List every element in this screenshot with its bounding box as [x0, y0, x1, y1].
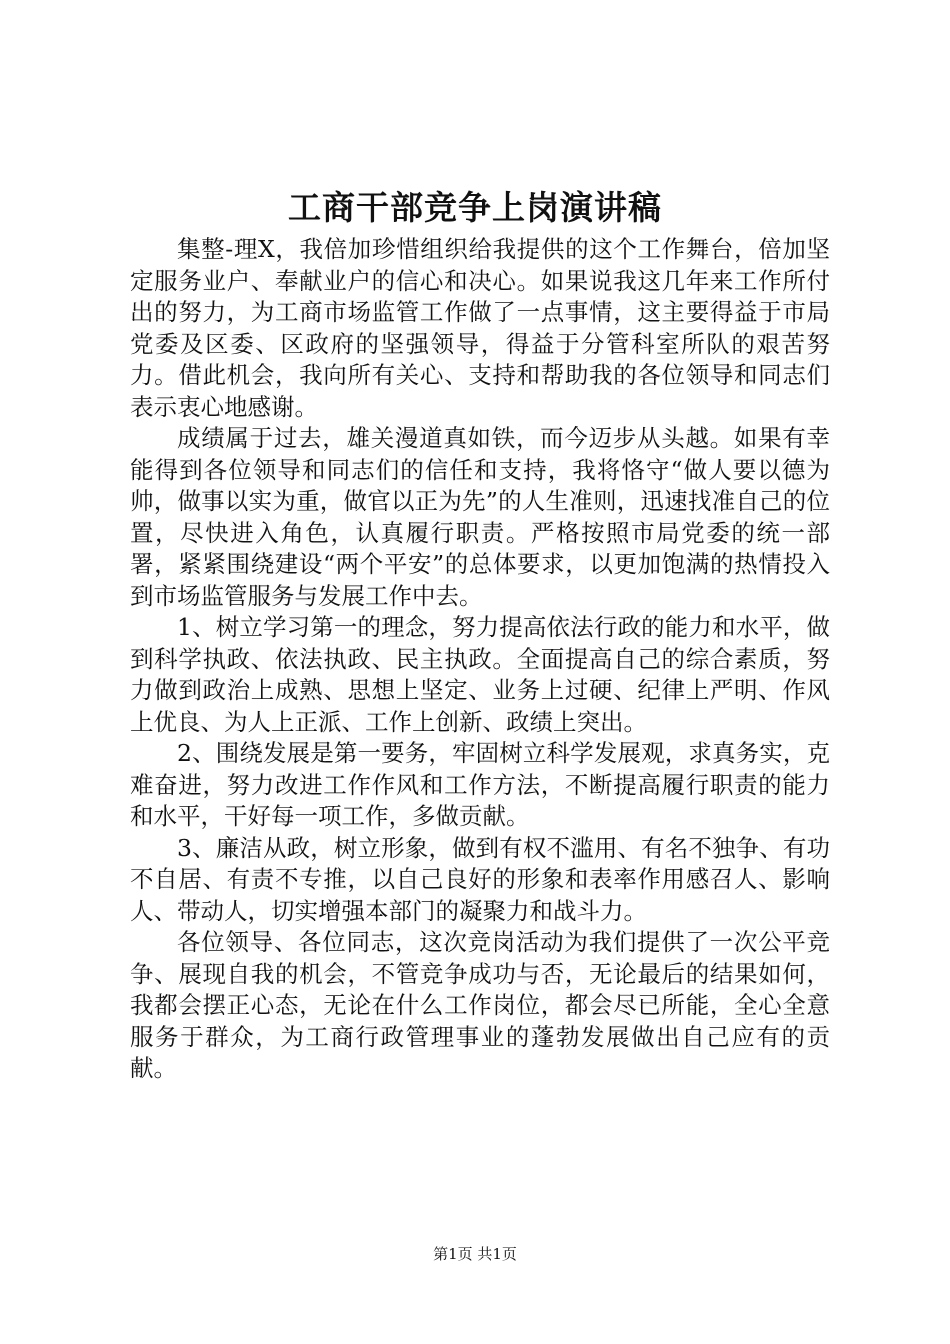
paragraph-5: 3、廉洁从政，树立形象，做到有权不滥用、有名不独争、有功不自居、有责不专推，以自己良好的形象和表率作用感召人、影响人、带动人，切实增强本部门的凝聚力和战斗力。	[130, 833, 830, 925]
document-title: 工商干部竞争上岗演讲稿	[288, 188, 662, 227]
paragraph-4: 2、围绕发展是第一要务，牢固树立科学发展观，求真务实，克难奋进，努力改进工作作风和工作方法，不断提高履行职责的能力和水平，干好每一项工作，多做贡献。	[130, 739, 830, 830]
paragraph-2: 成绩属于过去，雄关漫道真如铁，而今迈步从头越。如果有幸能得到各位领导和同志们的信任和支持，我将恪守“做人要以德为帅，做事以实为重，做官以正为先”的人生准则，迅速找准自己的位置，尽快进入角色，认真履行职责。严格按照市局党委的统一部署，紧紧围绕建设“两个平安”的总体要求，以更加饱满的热情投入到市场监管服务与发展工作中去。	[130, 424, 830, 610]
document-body	[130, 234, 830, 1085]
page-number-footer: 第1页 共1页	[433, 1245, 517, 1263]
paragraph-1: 集整-理X，我倍加珍惜组织给我提供的这个工作舞台，倍加坚定服务业户、奉献业户的信心和决心。如果说我这几年来工作所付出的努力，为工商市场监管工作做了一点事情，这主要得益于市局党委及区委、区政府的坚强领导，得益于分管科室所队的艰苦努力。借此机会，我向所有关心、支持和帮助我的各位领导和同志们表示衷心地感谢。	[130, 235, 830, 421]
paragraph-3: 1、树立学习第一的理念，努力提高依法行政的能力和水平，做到科学执政、依法执政、民主执政。全面提高自己的综合素质，努力做到政治上成熟、思想上坚定、业务上过硬、纪律上严明、作风上优良、为人上正派、工作上创新、政绩上突出。	[130, 613, 830, 736]
paragraph-6: 各位领导、各位同志，这次竞岗活动为我们提供了一次公平竞争、展现自我的机会，不管竞争成功与否，无论最后的结果如何，我都会摆正心态，无论在什么工作岗位，都会尽已所能，全心全意服务于群众，为工商行政管理事业的蓬勃发展做出自己应有的贡献。	[130, 928, 830, 1082]
